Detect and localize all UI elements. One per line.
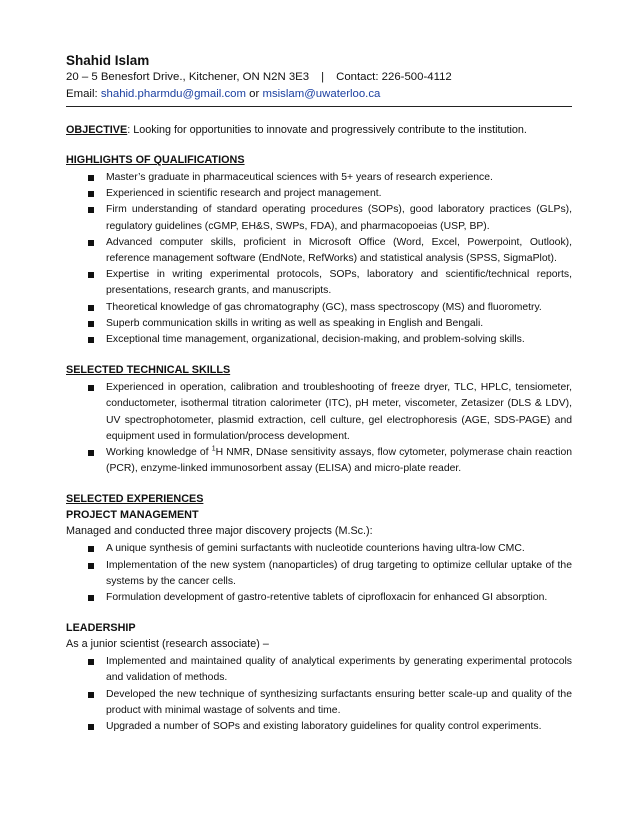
list-item: A unique synthesis of gemini surfactants with nucleotide counterions having ultra-low CMC. [66,541,572,557]
list-item: Experienced in operation, calibration and troubleshooting of freeze dryer, TLC, HPLC, tensiometer, conductometer, isothermal titration calorimeter (ITC), pH meter, viscometer, Zetasizer (DLS & LDV), UV spectrophotometer, plasmid extraction, cell culture, gel electrophoresis (AGE, SDS-PAGE) and equipment used in formulation/process development. [66,380,572,445]
list-item: Formulation development of gastro-retentive tablets of ciprofloxacin for enhanced GI absorption. [66,590,572,606]
technical-skills-section [66,362,572,477]
list-item: Upgraded a number of SOPs and existing laboratory guidelines for quality control experiments. [66,719,572,735]
address-contact-line [66,69,572,86]
list-item: Master’s graduate in pharmaceutical sciences with 5+ years of research experience. [66,170,572,186]
list-item: Superb communication skills in writing as well as speaking in English and Bengali. [66,316,572,332]
highlights-heading: HIGHLIGHTS OF QUALIFICATIONS [66,154,245,166]
address: 20 – 5 Benesfort Drive., Kitchener, ON N2N 3E3 [66,71,310,83]
project-list [66,541,572,606]
list-item: Expertise in writing experimental protocols, SOPs, laboratory and scientific/technical reports, presentations, research grants, and manuscripts. [66,267,572,299]
list-item: Developed the new technique of synthesizing surfactants ensuring better scale-up and quality of the product with minimal wastage of solvents and time. [66,687,572,719]
list-item: Implementation of the new system (nanoparticles) of drug targeting to optimize cellular uptake of the systems by the cancer cells. [66,558,572,590]
header-divider [66,106,572,107]
email-primary-link[interactable]: shahid.pharmdu@gmail.com [100,88,246,100]
separator: | [321,71,325,83]
resume-page [66,52,572,735]
experiences-heading: SELECTED EXPERIENCES [66,493,204,506]
skill-text-before: Working knowledge of [106,447,212,459]
list-item: Advanced computer skills, proficient in Microsoft Office (Word, Excel, Powerpoint, Outlook), reference management software (EndNote, RefWorks) and statistical analysis (SPSS, SigmaPlot). [66,235,572,267]
technical-skills-heading: SELECTED TECHNICAL SKILLS [66,364,231,377]
list-item: Exceptional time management, organizational, decision-making, and problem-solving skills. [66,332,572,348]
candidate-name: Shahid Islam [66,53,150,68]
highlights-section [66,152,572,348]
superscript: 1 [211,445,216,453]
phone-contact: Contact: 226-500-4112 [336,71,452,83]
leadership-intro: As a junior scientist (research associate) – [66,638,269,651]
list-item [66,445,572,477]
email-line [66,86,572,103]
experiences-section [66,491,572,735]
skill-text-after: H NMR, DNase sensitivity assays, flow cytometer, polymerase chain reaction (PCR), enzyme-linked immunosorbent assay (ELISA) and micro-plate reader. [106,447,573,475]
objective-text: : Looking for opportunities to innovate and progressively contribute to the institution. [127,124,527,136]
objective-section [66,122,572,138]
list-item: Experienced in scientific research and project management. [66,186,572,202]
email-or: or [249,88,260,100]
email-secondary-link[interactable]: msislam@uwaterloo.ca [262,88,381,100]
email-label: Email: [66,88,98,100]
list-item: Implemented and maintained quality of analytical experiments by generating experimental protocols and validation of methods. [66,654,572,686]
project-management-heading: PROJECT MANAGEMENT [66,509,199,522]
highlights-list [66,170,572,348]
list-item: Theoretical knowledge of gas chromatography (GC), mass spectroscopy (MS) and fluorometry. [66,300,572,316]
leadership-list [66,654,572,735]
technical-skills-list [66,380,572,477]
leadership-heading: LEADERSHIP [66,622,136,635]
objective-label: OBJECTIVE [66,124,128,136]
list-item: Firm understanding of standard operating procedures (SOPs), good laboratory practices (GLPs), regulatory guidelines (cGMP, EH&S, SWPs, FDA), and pharmacopoeias (USP, BP). [66,202,572,234]
project-intro: Managed and conducted three major discovery projects (M.Sc.): [66,525,373,538]
